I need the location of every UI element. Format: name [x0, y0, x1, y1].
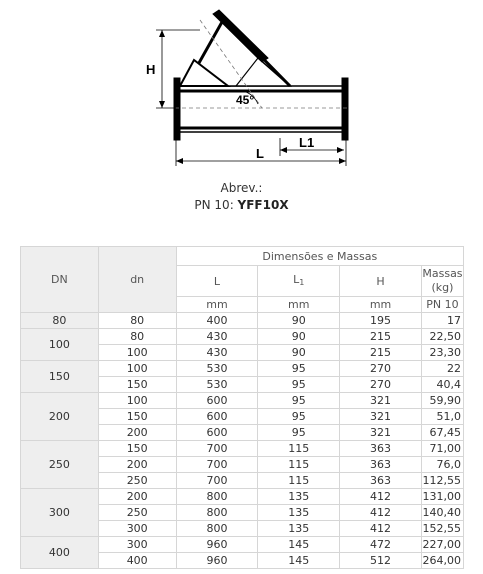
cell-small-dn: 300 — [98, 537, 176, 553]
cell-mass: 40,4 — [421, 377, 463, 393]
cell-l: 800 — [176, 489, 258, 505]
main-pipe — [174, 78, 348, 140]
cell-small-dn: 250 — [98, 473, 176, 489]
cell-h: 270 — [340, 377, 422, 393]
cell-mass: 76,0 — [421, 457, 463, 473]
cell-h: 215 — [340, 345, 422, 361]
cell-l1: 135 — [258, 489, 340, 505]
cell-l1: 90 — [258, 313, 340, 329]
cell-mass: 264,00 — [421, 553, 463, 569]
cell-mass: 152,55 — [421, 521, 463, 537]
cell-l1: 145 — [258, 537, 340, 553]
cell-h: 512 — [340, 553, 422, 569]
header-l1-text: L — [293, 273, 300, 286]
abbrev-prefix: PN 10: — [194, 198, 238, 212]
cell-dn: 80 — [21, 313, 99, 329]
l-label: L — [256, 146, 264, 161]
cell-h: 412 — [340, 489, 422, 505]
header-row-group — [21, 247, 464, 266]
header-mass — [421, 266, 463, 297]
cell-small-dn: 300 — [98, 521, 176, 537]
cell-small-dn: 250 — [98, 505, 176, 521]
header-group-dimensions: Dimensões e Massas — [176, 247, 463, 266]
cell-h: 321 — [340, 409, 422, 425]
cell-h: 195 — [340, 313, 422, 329]
cell-h: 363 — [340, 457, 422, 473]
cell-mass: 227,00 — [421, 537, 463, 553]
cell-l1: 135 — [258, 505, 340, 521]
cell-small-dn: 200 — [98, 425, 176, 441]
table-row — [21, 537, 464, 553]
cell-h: 472 — [340, 537, 422, 553]
cell-l1: 135 — [258, 521, 340, 537]
cell-small-dn: 150 — [98, 409, 176, 425]
cell-h: 321 — [340, 425, 422, 441]
l1-label: L1 — [299, 135, 315, 150]
cell-small-dn: 150 — [98, 377, 176, 393]
table-row — [21, 329, 464, 345]
cell-h: 321 — [340, 393, 422, 409]
cell-small-dn: 100 — [98, 361, 176, 377]
cell-h: 412 — [340, 505, 422, 521]
unit-h: mm — [340, 297, 422, 313]
table-row — [21, 361, 464, 377]
h-label: H — [146, 62, 156, 77]
cell-mass: 131,00 — [421, 489, 463, 505]
cell-l: 600 — [176, 393, 258, 409]
abbrev-text: Abrev.: — [220, 181, 263, 195]
cell-l: 400 — [176, 313, 258, 329]
dimensions-table — [20, 246, 464, 569]
cell-mass: 140,40 — [421, 505, 463, 521]
cell-dn: 250 — [21, 441, 99, 489]
cell-mass: 71,00 — [421, 441, 463, 457]
cell-small-dn: 80 — [98, 329, 176, 345]
cell-l1: 115 — [258, 441, 340, 457]
cell-l: 960 — [176, 553, 258, 569]
cell-dn: 150 — [21, 361, 99, 393]
cell-dn: 100 — [21, 329, 99, 361]
cell-l1: 95 — [258, 409, 340, 425]
cell-l: 960 — [176, 537, 258, 553]
cell-l: 600 — [176, 409, 258, 425]
table-row — [21, 489, 464, 505]
cell-l1: 95 — [258, 361, 340, 377]
cell-l1: 90 — [258, 345, 340, 361]
cell-small-dn: 200 — [98, 457, 176, 473]
cell-l1: 95 — [258, 425, 340, 441]
cell-h: 270 — [340, 361, 422, 377]
cell-mass: 17 — [421, 313, 463, 329]
cell-mass: 112,55 — [421, 473, 463, 489]
abbrev-code: YFF10X — [237, 198, 289, 212]
cell-h: 215 — [340, 329, 422, 345]
cell-mass: 59,90 — [421, 393, 463, 409]
header-mass-unit: (kg) — [431, 281, 454, 294]
cell-mass: 51,0 — [421, 409, 463, 425]
cell-l: 600 — [176, 425, 258, 441]
cell-l1: 115 — [258, 473, 340, 489]
dimensions-table-body — [21, 247, 464, 569]
cell-l: 800 — [176, 505, 258, 521]
header-l1-sub: 1 — [299, 278, 305, 287]
unit-l: mm — [176, 297, 258, 313]
header-mass-text: Massas — [422, 267, 463, 280]
cell-mass: 22,50 — [421, 329, 463, 345]
cell-dn: 200 — [21, 393, 99, 441]
unit-l1: mm — [258, 297, 340, 313]
header-dn: DN — [21, 247, 99, 313]
abbrev-code-line — [0, 198, 483, 212]
cell-l1: 115 — [258, 457, 340, 473]
cell-dn: 400 — [21, 537, 99, 569]
cell-l1: 90 — [258, 329, 340, 345]
cell-l: 700 — [176, 473, 258, 489]
cell-small-dn: 100 — [98, 345, 176, 361]
header-small-dn: dn — [98, 247, 176, 313]
cell-h: 363 — [340, 441, 422, 457]
cell-mass: 67,45 — [421, 425, 463, 441]
table-row — [21, 393, 464, 409]
cell-mass: 23,30 — [421, 345, 463, 361]
cell-h: 363 — [340, 473, 422, 489]
cell-l: 700 — [176, 457, 258, 473]
cell-l1: 95 — [258, 393, 340, 409]
cell-l: 530 — [176, 361, 258, 377]
unit-mass: PN 10 — [421, 297, 463, 313]
cell-small-dn: 150 — [98, 441, 176, 457]
cell-mass: 22 — [421, 361, 463, 377]
cell-l1: 95 — [258, 377, 340, 393]
header-l1 — [258, 266, 340, 297]
tee-45-drawing — [0, 0, 483, 180]
abbrev-label — [0, 181, 483, 195]
table-row — [21, 313, 464, 329]
cell-small-dn: 80 — [98, 313, 176, 329]
cell-small-dn: 100 — [98, 393, 176, 409]
table-row — [21, 441, 464, 457]
cell-l: 800 — [176, 521, 258, 537]
angle-label: 45° — [236, 93, 255, 107]
header-l: L — [176, 266, 258, 297]
cell-l: 530 — [176, 377, 258, 393]
cell-dn: 300 — [21, 489, 99, 537]
cell-small-dn: 400 — [98, 553, 176, 569]
cell-l: 700 — [176, 441, 258, 457]
cell-l: 430 — [176, 345, 258, 361]
cell-h: 412 — [340, 521, 422, 537]
header-h: H — [340, 266, 422, 297]
cell-small-dn: 200 — [98, 489, 176, 505]
cell-l: 430 — [176, 329, 258, 345]
cell-l1: 145 — [258, 553, 340, 569]
